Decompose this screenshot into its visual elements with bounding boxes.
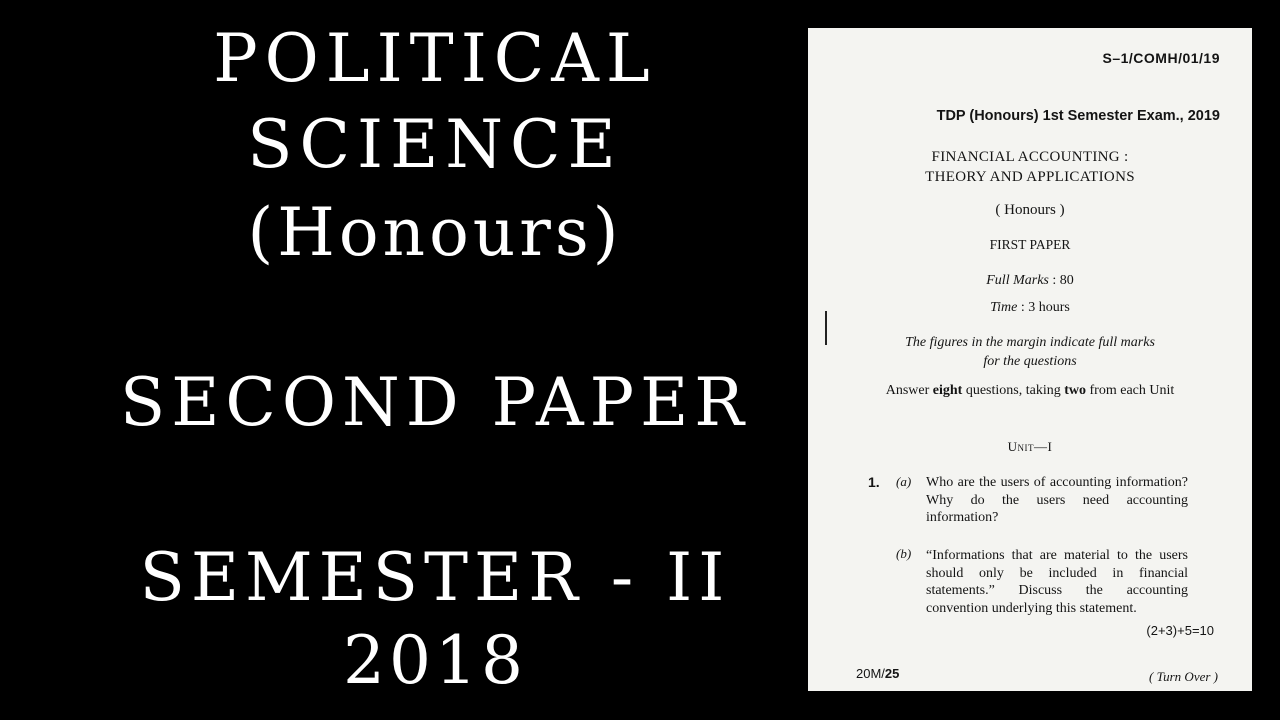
instruction-bold-count: eight — [932, 383, 963, 398]
time-value: : 3 hours — [1017, 300, 1070, 315]
full-marks-label: Full Marks — [986, 273, 1049, 288]
instruction-text: from each Unit — [1086, 383, 1175, 398]
time-allowed — [808, 300, 1252, 316]
full-marks-value: : 80 — [1048, 273, 1074, 288]
instruction-text: Answer — [885, 383, 933, 398]
subject-line-1: FINANCIAL ACCOUNTING : — [931, 149, 1129, 165]
exam-title: TDP (Honours) 1st Semester Exam., 2019 — [936, 108, 1220, 124]
full-marks — [808, 273, 1252, 289]
turn-over-note: ( Turn Over ) — [1149, 669, 1218, 684]
question-number: 1. — [868, 474, 880, 490]
instruction-text: questions, taking — [962, 383, 1065, 398]
margin-note-line-1: The figures in the margin indicate full marks — [905, 335, 1155, 350]
time-label: Time — [990, 300, 1018, 315]
title-line-honours: (Honours) — [247, 194, 623, 271]
title-line-science: SCIENCE — [247, 106, 623, 183]
question-b-text: “Informations that are material to the users should only be included in financial statements.” Discuss the accounting convention underlying this statement. — [926, 548, 1188, 616]
question-b-label: (b) — [896, 546, 912, 561]
margin-note-line-2: for the questions — [983, 354, 1077, 369]
title-line-subject: POLITICAL — [213, 20, 657, 97]
instructions — [808, 383, 1252, 399]
question-paper — [808, 28, 1252, 691]
title-line-semester: SEMESTER - II — [139, 539, 731, 616]
paper-code: S–1/COMH/01/19 — [1102, 50, 1220, 66]
question-a-text: Who are the users of accounting information? Why do the users need accounting information? — [926, 475, 1188, 525]
footer-print-code — [856, 666, 899, 681]
question-a-label: (a) — [896, 474, 912, 489]
question-marks: (2+3)+5=10 — [1146, 623, 1214, 638]
footer-code-text: 20M/ — [856, 666, 885, 681]
title-line-paper: SECOND PAPER — [120, 364, 750, 441]
unit-heading — [808, 439, 1252, 455]
paper-number: FIRST PAPER — [989, 237, 1071, 252]
footer-code-bold: 25 — [884, 666, 900, 681]
unit-heading-text: Unit—I — [1007, 439, 1053, 454]
title-line-year: 2018 — [343, 622, 527, 699]
instruction-bold-per-unit: two — [1064, 383, 1087, 398]
honours-label: ( Honours ) — [995, 202, 1065, 218]
subject-line-2: THEORY AND APPLICATIONS — [925, 169, 1135, 185]
